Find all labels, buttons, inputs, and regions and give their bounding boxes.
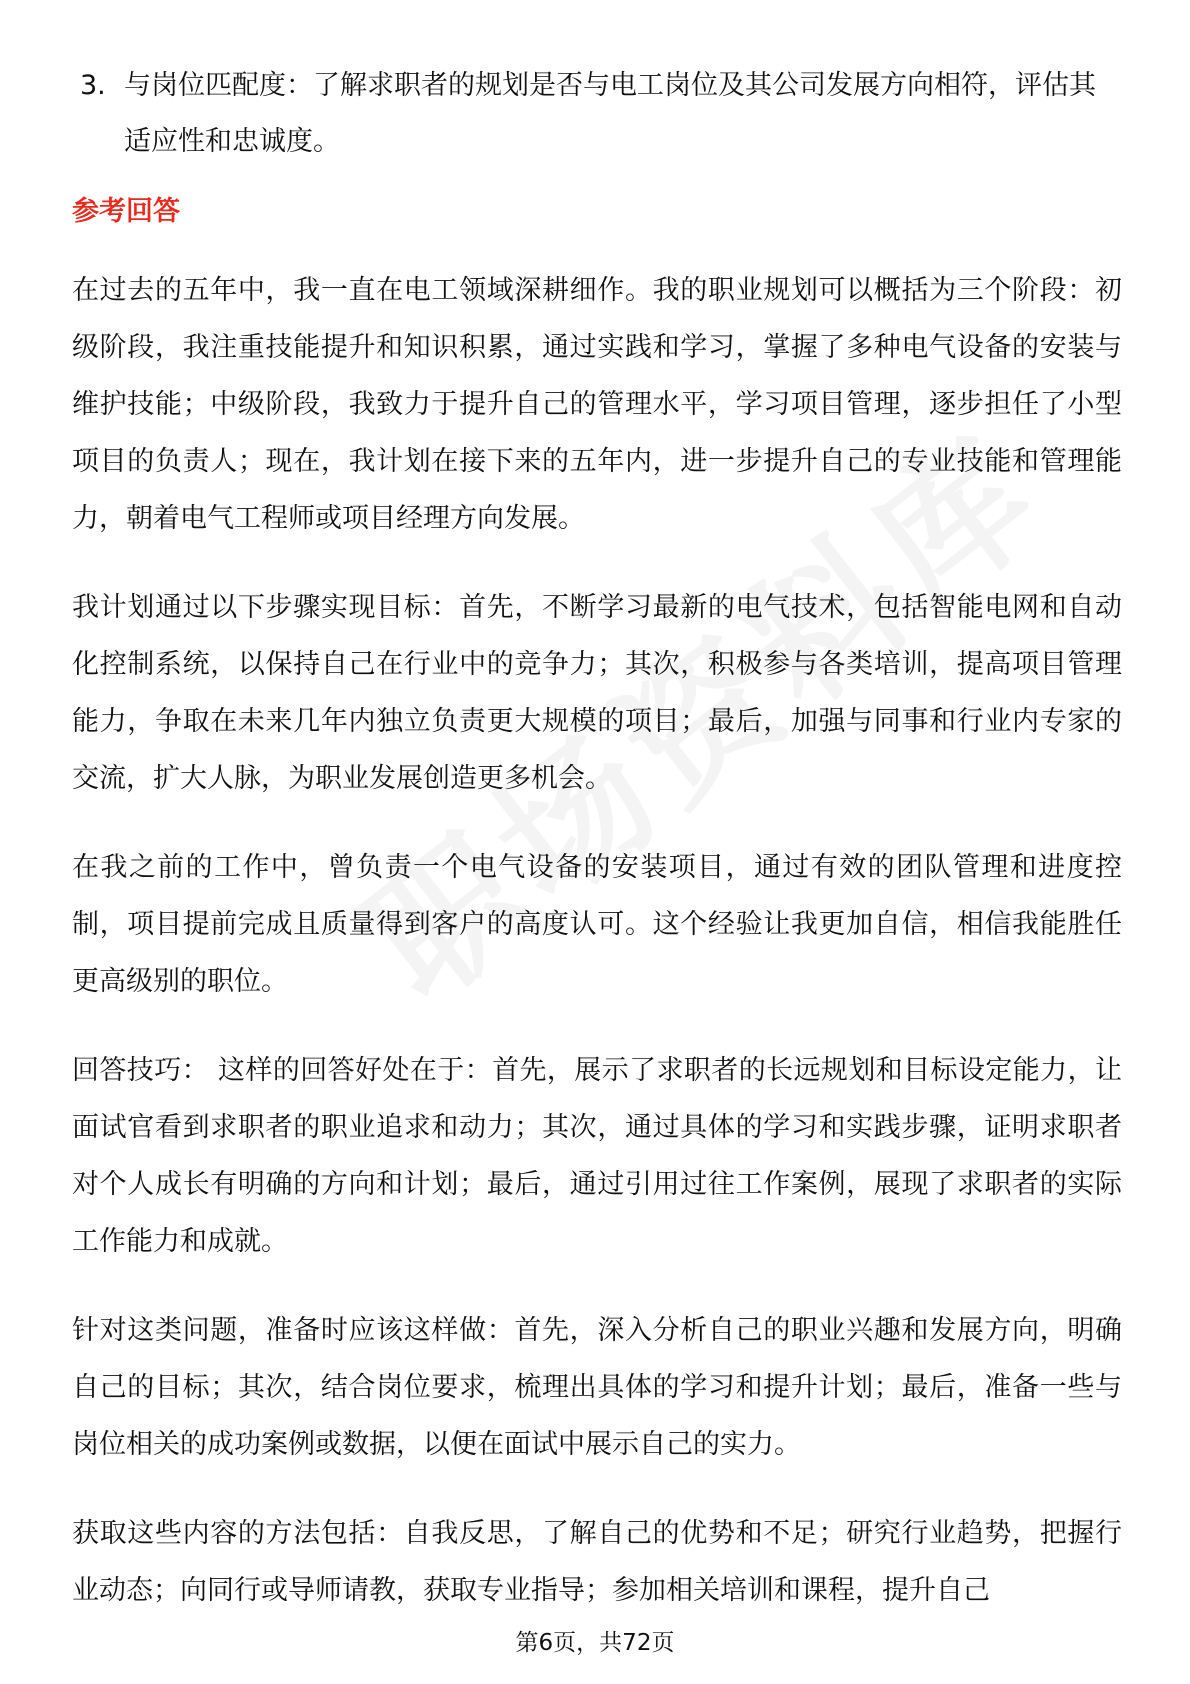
page-number: 第6页，共72页 [515, 1630, 675, 1656]
paragraph-steps: 我计划通过以下步骤实现目标：首先，不断学习最新的电气技术，包括智能电网和自动化控制系统，以保持自己在行业中的竞争力；其次，积极参与各类培训，提高项目管理能力，争取在未来几年内独立负责更大规模的项目；最后，加强与同事和行业内专家的交流，扩大人脉，为职业发展创造更多机会。 [72, 592, 1122, 794]
paragraph-preparation: 针对这类问题，准备时应该这样做：首先，深入分析自己的职业兴趣和发展方向，明确自己的目标；其次，结合岗位要求，梳理出具体的学习和提升计划；最后，准备一些与岗位相关的成功案例或数据，以便在面试中展示自己的实力。 [72, 1315, 1122, 1460]
paragraph-answer-tips: 回答技巧： 这样的回答好处在于：首先，展示了求职者的长远规划和目标设定能力，让面试官看到求职者的职业追求和动力；其次，通过具体的学习和实践步骤，证明求职者对个人成长有明确的方向和计划；最后，通过引用过往工作案例，展现了求职者的实际工作能力和成就。 [72, 1055, 1122, 1257]
paragraph-methods: 获取这些内容的方法包括：自我反思，了解自己的优势和不足；研究行业趋势，把握行业动态；向同行或导师请教，获取专业指导；参加相关培训和课程，提升自己 [72, 1518, 1122, 1606]
paragraph-experience: 在我之前的工作中，曾负责一个电气设备的安装项目，通过有效的团队管理和进度控制，项目提前完成且质量得到客户的高度认可。这个经验让我更加自信，相信我能胜任更高级别的职位。 [72, 852, 1122, 997]
section-heading: 参考回答 [72, 196, 180, 227]
list-item-text: 与岗位匹配度：了解求职者的规划是否与电工岗位及其公司发展方向相符，评估其适应性和忠诚度。 [124, 70, 1096, 157]
list-item [80, 58, 1120, 170]
list-item-number: 3. [80, 70, 106, 101]
answer-body [72, 262, 1122, 1651]
paragraph-career-plan: 在过去的五年中，我一直在电工领域深耕细作。我的职业规划可以概括为三个阶段：初级阶段，我注重技能提升和知识积累，通过实践和学习，掌握了多种电气设备的安装与维护技能；中级阶段，我致力于提升自己的管理水平，学习项目管理，逐步担任了小型项目的负责人；现在，我计划在接下来的五年内，进一步提升自己的专业技能和管理能力，朝着电气工程师或项目经理方向发展。 [72, 275, 1122, 534]
